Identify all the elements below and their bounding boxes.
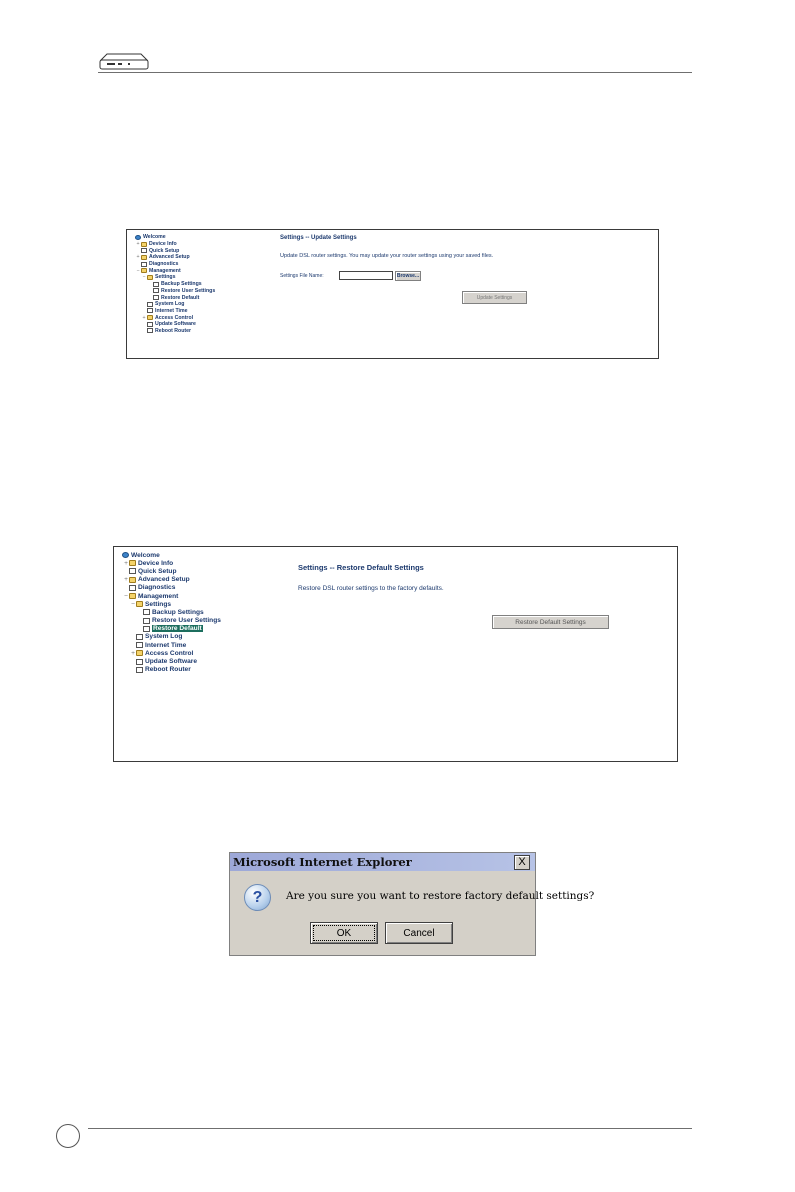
- doc-icon: [141, 262, 147, 267]
- tree-item-access-control[interactable]: [116, 649, 221, 657]
- tree-item-restore-user-settings[interactable]: [129, 288, 215, 295]
- tree-item-label: Restore User Settings: [152, 617, 221, 625]
- folder-icon: [136, 601, 143, 607]
- tree-item-label: Restore Default: [153, 625, 202, 633]
- tree-item-label: Diagnostics: [138, 584, 176, 592]
- tree-item-reboot-router[interactable]: [116, 666, 221, 674]
- tree-item-management[interactable]: [129, 267, 215, 274]
- tree-item-device-info[interactable]: [129, 241, 215, 248]
- tree-item-label: Settings: [155, 274, 176, 281]
- tree-item-label: Device Info: [149, 241, 177, 248]
- tree-item-device-info[interactable]: [116, 559, 221, 567]
- doc-icon: [129, 585, 136, 591]
- restore-default-panel: [113, 546, 678, 762]
- doc-icon: [153, 288, 159, 293]
- expander-icon[interactable]: −: [136, 267, 140, 274]
- doc-icon: [143, 626, 150, 632]
- tree-item-label: Settings: [145, 600, 172, 608]
- tree-item-label: Management: [138, 592, 179, 600]
- tree-item-label: Welcome: [131, 551, 160, 559]
- expander-icon[interactable]: −: [131, 600, 135, 608]
- doc-icon: [153, 295, 159, 300]
- doc-icon: [147, 322, 153, 327]
- tree-item-backup-settings[interactable]: [129, 281, 215, 288]
- tree-item-label: Quick Setup: [149, 247, 180, 254]
- doc-icon: [143, 618, 150, 624]
- dialog-title: Microsoft Internet Explorer: [233, 855, 412, 869]
- folder-icon: [147, 275, 153, 280]
- expander-icon[interactable]: +: [136, 254, 140, 261]
- navigation-tree: [116, 551, 221, 674]
- tree-item-label: System Log: [155, 301, 185, 308]
- tree-item-update-software[interactable]: [116, 657, 221, 665]
- tree-item-label: Quick Setup: [138, 567, 177, 575]
- navigation-tree: [129, 234, 215, 334]
- tree-item-restore-default[interactable]: [129, 294, 215, 301]
- tree-item-internet-time[interactable]: [116, 641, 221, 649]
- folder-icon: [129, 577, 136, 583]
- confirm-dialog: [229, 852, 595, 956]
- tree-item-label: System Log: [145, 633, 183, 641]
- tree-item-label: Advanced Setup: [149, 254, 190, 261]
- tree-item-label: Internet Time: [155, 307, 188, 314]
- folder-icon: [141, 242, 147, 247]
- restore-default-settings-button[interactable]: Restore Default Settings: [492, 615, 609, 629]
- router-device-icon: [98, 52, 150, 72]
- folder-icon: [136, 650, 143, 656]
- dialog-message: Are you sure you want to restore factory default settings?: [286, 890, 595, 902]
- tree-item-reboot-router[interactable]: [129, 328, 215, 335]
- footer-rule: [88, 1128, 692, 1129]
- settings-file-label: Settings File Name:: [280, 273, 324, 279]
- doc-icon: [136, 667, 143, 673]
- doc-icon: [141, 248, 147, 253]
- close-icon[interactable]: X: [514, 855, 530, 870]
- tree-item-welcome[interactable]: [116, 551, 221, 559]
- tree-item-settings[interactable]: [116, 600, 221, 608]
- page-title: Settings -- Update Settings: [280, 235, 357, 241]
- tree-item-label: Backup Settings: [161, 281, 202, 288]
- doc-icon: [129, 568, 136, 574]
- expander-icon[interactable]: +: [131, 649, 135, 657]
- tree-item-restore-default[interactable]: [116, 625, 221, 633]
- tree-item-label: Management: [149, 267, 181, 274]
- tree-item-label: Reboot Router: [155, 327, 192, 334]
- tree-item-label: Restore Default: [161, 294, 200, 301]
- update-settings-button[interactable]: Update Settings: [462, 291, 527, 304]
- question-icon: ?: [244, 884, 271, 911]
- tree-item-diagnostics[interactable]: [129, 261, 215, 268]
- tree-item-advanced-setup[interactable]: [116, 576, 221, 584]
- tree-item-label: Internet Time: [145, 641, 187, 649]
- cancel-button[interactable]: Cancel: [385, 922, 453, 944]
- ok-button[interactable]: OK: [310, 922, 378, 944]
- tree-item-label: Diagnostics: [149, 261, 179, 268]
- browse-button[interactable]: Browse...: [396, 273, 420, 279]
- tree-item-label: Welcome: [143, 234, 166, 241]
- tree-item-label: Backup Settings: [152, 608, 204, 616]
- tree-item-update-software[interactable]: [129, 321, 215, 328]
- tree-item-quick-setup[interactable]: [116, 567, 221, 575]
- tree-item-access-control[interactable]: [129, 314, 215, 321]
- page-description: Update DSL router settings. You may update your router settings using your saved files.: [280, 253, 494, 259]
- expander-icon[interactable]: +: [136, 241, 140, 248]
- world-icon: [135, 235, 141, 240]
- tree-item-quick-setup[interactable]: [129, 247, 215, 254]
- doc-icon: [143, 609, 150, 615]
- tree-item-label: Reboot Router: [145, 666, 191, 674]
- tree-item-label: Access Control: [155, 314, 194, 321]
- tree-item-management[interactable]: [116, 592, 221, 600]
- tree-item-label: Access Control: [145, 649, 194, 657]
- header-rule: [98, 72, 692, 73]
- settings-file-input[interactable]: [339, 271, 393, 280]
- world-icon: [122, 552, 129, 558]
- doc-icon: [153, 282, 159, 287]
- expander-icon[interactable]: +: [124, 576, 128, 584]
- expander-icon[interactable]: −: [142, 274, 146, 281]
- tree-item-label: Restore User Settings: [161, 287, 216, 294]
- tree-item-label: Device Info: [138, 559, 174, 567]
- doc-icon: [136, 634, 143, 640]
- folder-icon: [141, 268, 147, 273]
- tree-item-advanced-setup[interactable]: [129, 254, 215, 261]
- tree-item-system-log[interactable]: [129, 301, 215, 308]
- expander-icon[interactable]: +: [142, 314, 146, 321]
- tree-item-diagnostics[interactable]: [116, 584, 221, 592]
- page-description: Restore DSL router settings to the factory defaults.: [298, 585, 444, 592]
- doc-icon: [136, 642, 143, 648]
- doc-icon: [147, 308, 153, 313]
- folder-icon: [141, 255, 147, 260]
- tree-item-restore-user-settings[interactable]: [116, 617, 221, 625]
- dialog-titlebar[interactable]: [230, 853, 535, 871]
- expander-icon[interactable]: −: [124, 592, 128, 600]
- update-settings-panel: [126, 229, 659, 359]
- tree-item-welcome[interactable]: [129, 234, 215, 241]
- folder-icon: [129, 560, 136, 566]
- tree-item-label: Update Software: [155, 321, 196, 328]
- tree-item-label: Update Software: [145, 658, 198, 666]
- doc-icon: [136, 659, 143, 665]
- doc-icon: [147, 302, 153, 307]
- page-title: Settings -- Restore Default Settings: [298, 563, 424, 572]
- doc-icon: [147, 328, 153, 333]
- page-number-circle: [56, 1124, 80, 1148]
- expander-icon[interactable]: +: [124, 559, 128, 567]
- tree-item-label: Advanced Setup: [138, 576, 190, 584]
- tree-item-backup-settings[interactable]: [116, 608, 221, 616]
- tree-item-settings[interactable]: [129, 274, 215, 281]
- folder-icon: [129, 593, 136, 599]
- folder-icon: [147, 315, 153, 320]
- tree-item-system-log[interactable]: [116, 633, 221, 641]
- tree-item-internet-time[interactable]: [129, 308, 215, 315]
